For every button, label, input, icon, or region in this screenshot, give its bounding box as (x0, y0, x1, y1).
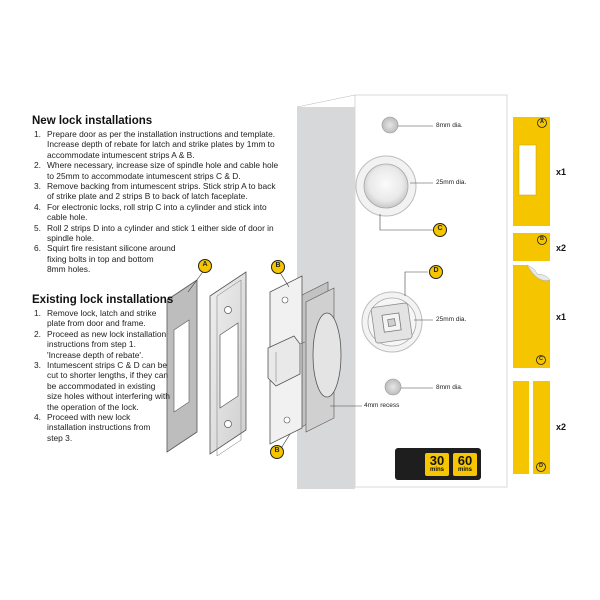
list-item: 2. Proceed as new lock installation instructions from step 1. 'Increase depth of rebate'. (34, 328, 167, 360)
list-item: 4. For electronic locks, roll strip C into a cylinder and stick into cable hole. (34, 201, 267, 223)
strip-c-sample (513, 265, 550, 368)
top-fixing-hole (382, 117, 398, 133)
label-lower-large-hole: 25mm dia. (436, 316, 467, 323)
list-item: 1. Remove lock, latch and strike plate from door and frame. (34, 308, 157, 329)
callout-d-label: D (433, 267, 439, 274)
strip-b-letter: B (540, 236, 544, 242)
list-item: 4. Proceed with new lock installation instructions from step 3. (34, 412, 151, 443)
list-item: 1. Prepare door as per the installation instructions and template. Increase depth of rebate for latch and strike plates by 1mm to accommodate intumescent strips A & B. (34, 129, 276, 160)
door-face (355, 95, 507, 487)
list-item: 3. Intumescent strips C & D can be cut to shorter lengths, if they can be accommodated in existing size holes without interfering with the operation of the lock. (34, 360, 170, 412)
label-top-hole: 8mm dia. (436, 122, 463, 129)
callout-c-label: C (437, 225, 443, 232)
strip-c-letter: C (539, 356, 543, 362)
spindle-housing (371, 303, 413, 344)
new-install-title: New lock installations (32, 115, 153, 127)
callout-b-top-label: B (275, 262, 281, 269)
new-install-steps (34, 129, 289, 275)
latch-body (313, 313, 341, 397)
list-item: 5. Roll 2 strips D into a cylinder and stick 1 either side of door in spindle hole. (34, 222, 274, 244)
strip-b-qty: x2 (556, 243, 567, 253)
label-recess: 4mm recess (364, 402, 400, 409)
callout-b-bottom-label: B (274, 447, 280, 454)
list-item: 3. Remove backing from intumescent strips. Stick strip A to back of strike plate and 2 strips B to back of latch faceplate. (34, 181, 276, 202)
existing-install-steps (34, 308, 194, 443)
strip-d-sample (513, 381, 550, 474)
strip-d-qty: x2 (556, 422, 567, 432)
bottom-fixing-hole (385, 379, 401, 395)
label-upper-large-hole: 25mm dia. (436, 179, 467, 186)
label-bottom-hole: 8mm dia. (436, 384, 463, 391)
callout-a-label: A (202, 261, 208, 268)
strip-d-letter: D (539, 463, 543, 469)
strip-a-letter: A (540, 119, 544, 125)
strip-a-sample (513, 117, 550, 226)
existing-install-title: Existing lock installations (32, 294, 174, 306)
latch-assembly (268, 276, 341, 444)
strip-a-qty: x1 (556, 167, 567, 177)
list-item: 6. Squirt fire resistant silicone around fixing bolts in top and bottom 8mm holes. (34, 243, 176, 275)
rating-30-mins: 30 mins (425, 453, 449, 476)
list-item: 2. Where necessary, increase size of spindle hole and cable hole to 25mm to accommodate intumescent strips C & D. (34, 160, 279, 181)
rating-60-mins: 60 mins (453, 453, 477, 476)
strip-c-qty: x1 (556, 312, 567, 322)
